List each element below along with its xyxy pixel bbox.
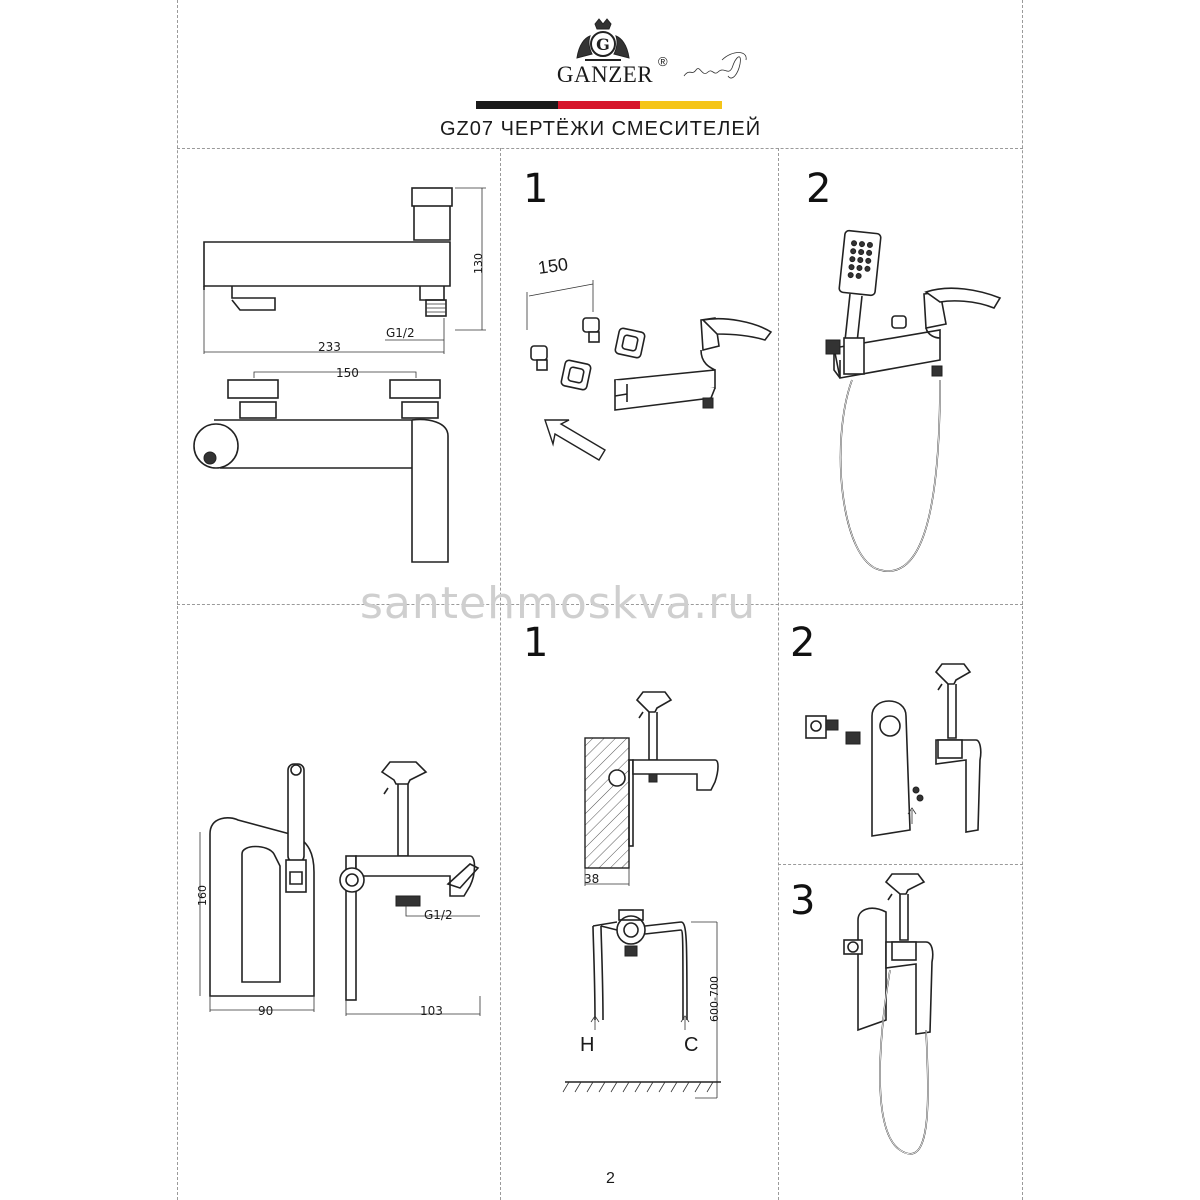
dim-label-wall-38: 38 [584,872,600,886]
dim-label-width-90: 90 [258,1004,274,1018]
flag-stripe-red [558,101,640,109]
brand-name: GANZER [556,62,654,87]
dim-label-depth-103: 103 [420,1004,443,1018]
dim-label-height-130 [468,244,488,284]
step-number-bottom-1: 1 [523,620,549,666]
svg-text:600-700: 600-700 [708,976,721,1022]
cold-water-label: C [684,1034,699,1056]
dim-label-thread-g12-bottom: G1/2 [424,908,453,922]
divider-right-column [778,148,779,1200]
flag-stripe-black [476,101,558,109]
step-number-bottom-2: 2 [790,620,816,666]
dim-label-spacing-150: 150 [336,366,359,380]
bath-install-step2-drawing [800,220,1020,580]
bidet-mixer-drawing [180,756,500,1056]
bidet-install-step1-drawing [505,690,775,1190]
brand-crest-icon [573,18,633,64]
divider-header [177,148,1023,149]
dim-label-height-160 [192,876,212,916]
signature-icon [682,46,752,86]
bidet-install-step3-drawing [810,870,1020,1170]
watermark-text: santehmoskva.ru [360,578,757,629]
step-number-bottom-3: 3 [790,878,816,924]
document-title: GZ07 ЧЕРТЁЖИ СМЕСИТЕЛЕЙ [440,118,762,140]
divider-step3 [778,864,1023,865]
svg-text:160: 160 [196,885,209,906]
bidet-install-step2-drawing [800,660,1010,850]
step1-spacing-label: 150 [536,254,570,278]
svg-text:130: 130 [472,253,485,274]
divider-left-column [500,148,501,1200]
svg-text:G: G [596,35,610,54]
registered-mark: ® [658,54,668,69]
hot-water-label: H [580,1034,595,1056]
step-number-top-2: 2 [806,166,832,212]
step-number-top-1: 1 [523,166,549,212]
dim-label-thread-g12: G1/2 [386,326,415,340]
dim-label-install-height [704,958,724,1038]
page-number: 2 [606,1170,615,1187]
dim-label-length-233: 233 [318,340,341,354]
flag-stripe-yellow [640,101,722,109]
bath-install-step1-drawing [505,260,775,500]
